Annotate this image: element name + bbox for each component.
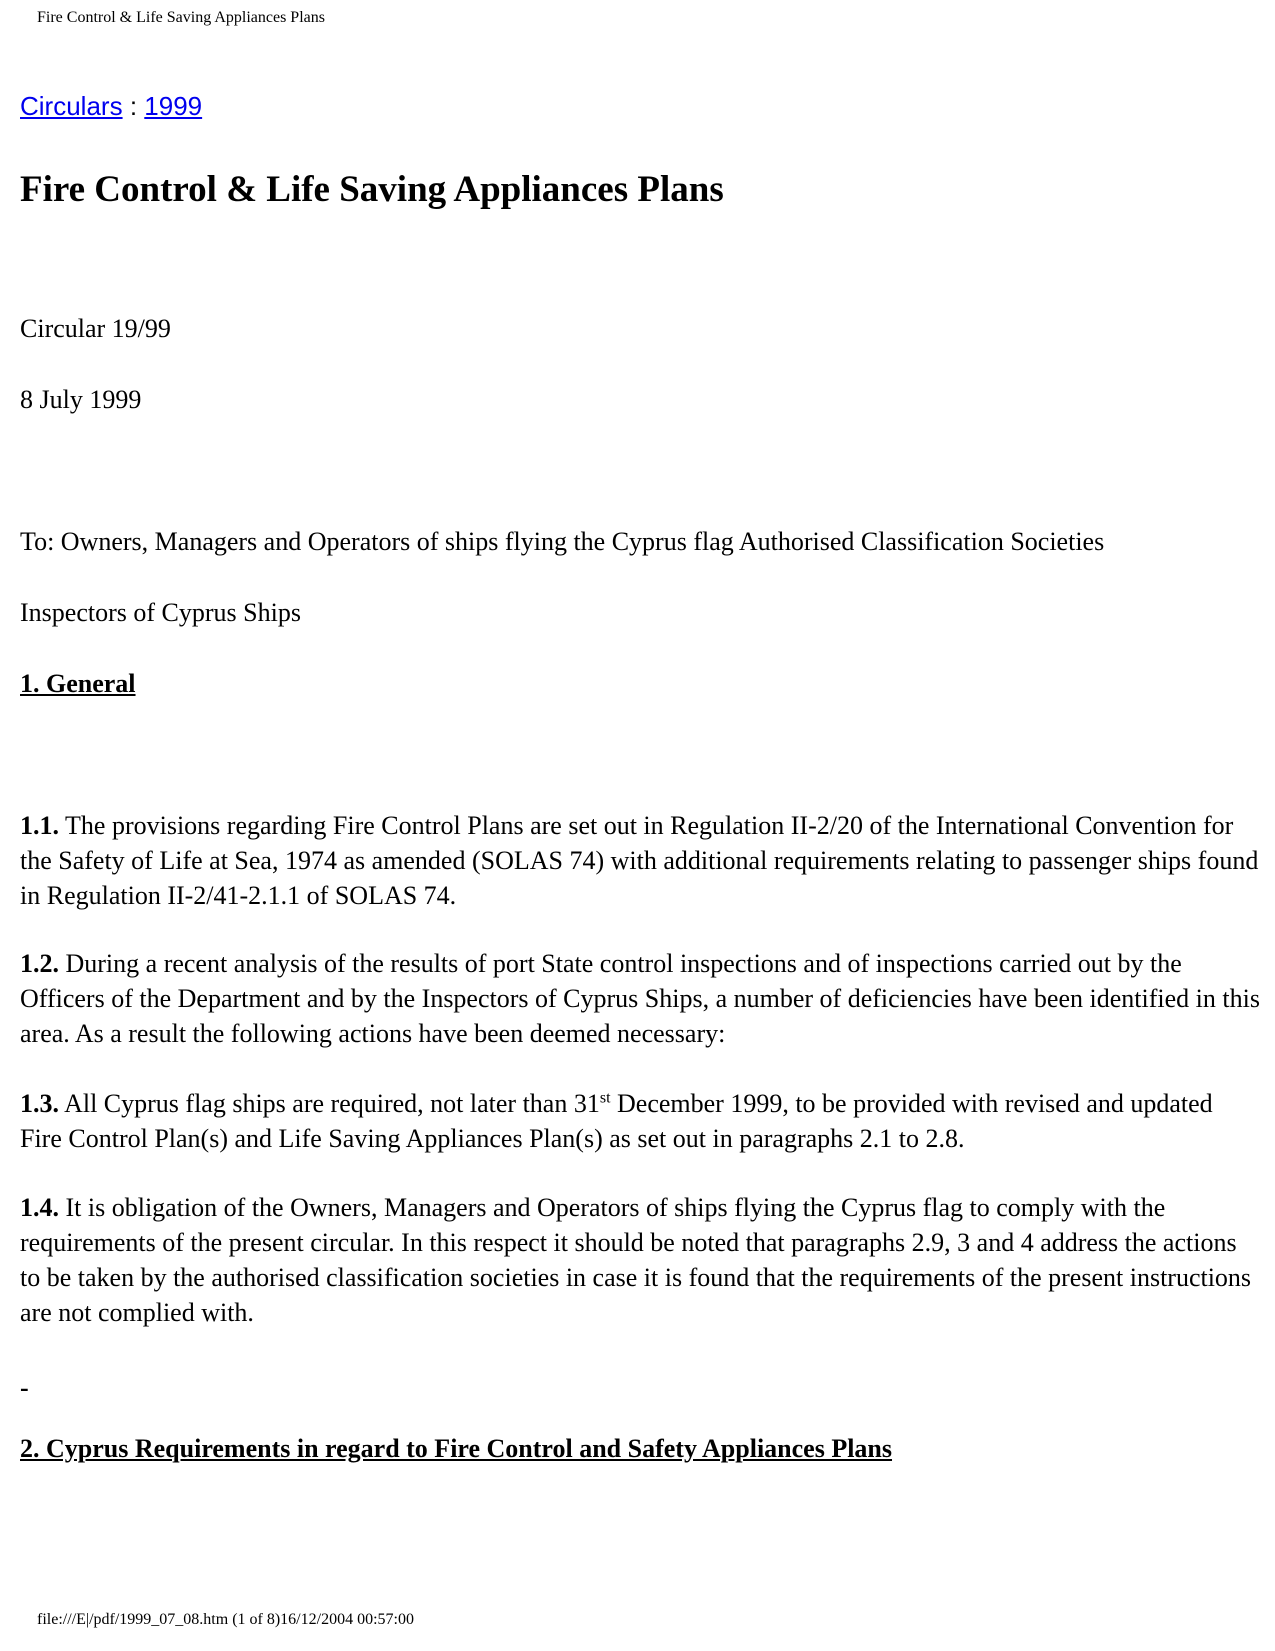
paragraph-number: 1.2.	[20, 949, 59, 978]
paragraph-text: It is obligation of the Owners, Managers and Operators of ships flying the Cyprus flag to comply with the requirements of the present circular. In this respect it should be noted that paragraphs 2.9, 3 and 4 address the actions to be taken by the authorised classification societies in case it is found that the requirements of the present instructions are not complied with.	[20, 1193, 1252, 1327]
print-header: Fire Control & Life Saving Appliances Plans	[37, 9, 325, 26]
paragraph-1-1	[20, 808, 1260, 913]
paragraph-text: December 1999, to be provided with revised and updated Fire Control Plan(s) and Life Saving Appliances Plan(s) as set out in paragraphs 2.1 to 2.8.	[20, 1089, 1213, 1153]
paragraph-text: The provisions regarding Fire Control Plans are set out in Regulation II-2/20 of the International Convention for the Safety of Life at Sea, 1974 as amended (SOLAS 74) with additional requirements relating to passenger ships found in Regulation II-2/41-2.1.1 of SOLAS 74.	[20, 811, 1259, 910]
recipients-line-2: Inspectors of Cyprus Ships	[20, 598, 301, 627]
breadcrumb-separator: :	[129, 91, 138, 121]
circular-date: 8 July 1999	[20, 385, 142, 414]
breadcrumb-link-1999[interactable]: 1999	[144, 91, 203, 121]
section-1-heading: 1. General	[20, 669, 136, 698]
paragraph-1-2	[20, 946, 1260, 1051]
circular-number: Circular 19/99	[20, 314, 171, 343]
paragraph-text: During a recent analysis of the results of port State control inspections and of inspections carried out by the Officers of the Department and by the Inspectors of Cyprus Ships, a number of deficiencies have been identified in this area. As a result the following actions have been deemed necessary:	[20, 949, 1260, 1048]
breadcrumb-link-circulars[interactable]: Circulars	[20, 91, 123, 121]
paragraph-text: All Cyprus flag ships are required, not later than 31	[64, 1089, 600, 1118]
breadcrumb	[20, 91, 202, 121]
separator-dash: -	[20, 1373, 29, 1402]
section-2-heading: 2. Cyprus Requirements in regard to Fire Control and Safety Appliances Plans	[20, 1434, 893, 1463]
paragraph-number: 1.4.	[20, 1193, 59, 1222]
print-footer: file:///E|/pdf/1999_07_08.htm (1 of 8)16/12/2004 00:57:00	[37, 1611, 414, 1628]
paragraph-number: 1.1.	[20, 811, 59, 840]
paragraph-number: 1.3.	[20, 1089, 59, 1118]
paragraph-1-3	[20, 1086, 1260, 1156]
recipients-line-1: To: Owners, Managers and Operators of ships flying the Cyprus flag Authorised Classification Societies	[20, 527, 1105, 556]
ordinal-suffix: st	[599, 1089, 611, 1107]
paragraph-1-4	[20, 1190, 1260, 1330]
page-title: Fire Control & Life Saving Appliances Plans	[20, 169, 724, 210]
